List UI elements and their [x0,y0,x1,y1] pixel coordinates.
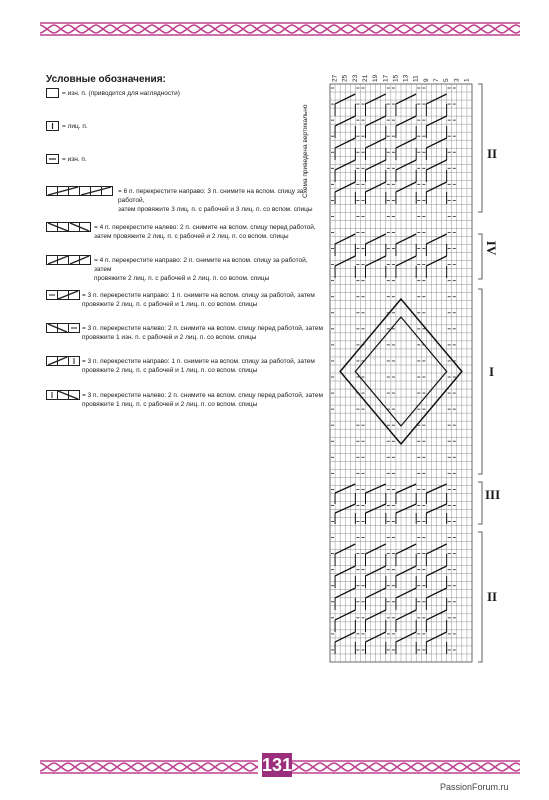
diamond-cable [340,299,462,444]
chart-orientation-note [302,80,316,210]
legend-item-cable-3-right [46,290,326,312]
column-number: 15 [392,74,400,82]
cable-mark [426,116,446,126]
cable-mark [396,566,416,576]
cable-mark [426,138,446,148]
cable-mark [426,504,446,513]
decorative-border-bottom-right [292,760,520,774]
cable-mark [396,484,416,493]
column-number: 13 [402,74,410,82]
cable-mark [366,234,386,244]
cable-mark [396,588,416,598]
legend-text: = 4 п. перекрестите налево: 2 п. снимите на вспом. спицу перед работой, затем провяжите 2 лиц. п. с рабочей и 2 лиц. п. со вспом. спицы [94,224,316,240]
decorative-border-bottom-left [40,760,258,774]
section-bracket [478,289,482,474]
cable-mark [366,116,386,126]
column-number: 5 [443,78,451,82]
cable-mark [335,256,355,266]
section-label: III [485,487,501,502]
legend-text: = 4 п. перекрестите направо: 2 п. снимите на вспом. спицу за работой, затем провяжите 2 лиц. п. с рабочей и 2 лиц. п. со вспом. спицы [94,257,308,282]
cable-mark [396,138,416,148]
cable-3-right-knit-icon [46,356,82,367]
watermark: PassionForum.ru [440,782,509,792]
cable-mark [335,116,355,126]
cable-mark [396,160,416,170]
chart-frame [330,84,472,662]
column-number: 11 [412,75,420,82]
knit-stitch-icon [46,121,60,132]
section-label: IV [484,240,500,256]
legend-item-cable-3-left-knit [46,390,326,412]
cable-mark [335,234,355,244]
legend-item-cable-3-left [46,323,326,345]
cable-mark [396,256,416,266]
cable-mark [426,588,446,598]
legend-text: = 3 п. перекрестите налево: 2 п. снимите на вспом. спицу перед работой, затем провяжите 1 лиц. п. с рабочей и 2 лиц. п. со вспом. спицы [82,392,323,408]
section-label: II [487,146,498,161]
cable-mark [426,234,446,244]
cable-mark [366,138,386,148]
purl-stitch-icon [46,154,60,165]
column-number: 27 [331,74,339,82]
cable-mark [366,588,386,598]
cable-mark [426,632,446,642]
cable-mark [335,182,355,192]
section-label: I [489,364,495,379]
cable-mark [396,610,416,620]
cable-mark [366,566,386,576]
column-number: 7 [432,78,440,82]
cable-mark [426,566,446,576]
cable-6-right-icon [46,186,116,197]
section-bracket [478,84,482,212]
cable-mark [335,544,355,554]
cable-mark [396,182,416,192]
column-number: 17 [382,74,390,82]
cable-mark [426,610,446,620]
cable-mark [396,94,416,104]
empty-cell-icon [46,88,60,99]
column-numbers [332,74,471,82]
cable-3-left-icon [46,323,82,334]
legend-title: Условные обозначения: [46,74,166,85]
column-number: 25 [341,74,349,82]
column-number: 9 [422,78,430,82]
cable-mark [426,94,446,104]
legend-text: = 3 п. перекрестите налево: 2 п. снимите на вспом. спицу перед работой, затем провяжите 1 изн. п. с рабочей и 2 лиц. п. со вспом. спицы [82,325,323,341]
cable-mark [396,504,416,513]
cable-mark [366,544,386,554]
cable-mark [426,182,446,192]
cable-mark [396,116,416,126]
cable-mark [335,566,355,576]
legend-text: = изн. п. (приводится для наглядности) [62,90,180,97]
legend-text: = 3 п. перекрестите направо: 1 п. снимите на вспом. спицу за работой, затем провяжите 2 лиц. п. с рабочей и 1 лиц. п. со вспом. спицы [82,292,315,308]
cable-mark [366,610,386,620]
cable-mark [366,256,386,266]
cable-3-right-icon [46,290,82,301]
section-bracket [478,482,482,524]
legend-item-cable-3-right-knit [46,356,326,378]
column-number: 1 [463,78,471,82]
cable-mark [426,484,446,493]
cable-mark [426,256,446,266]
chart-grid [330,84,472,662]
legend-item-cable-6-right [46,186,326,213]
cable-mark [335,160,355,170]
column-number: 19 [372,74,380,82]
cable-mark [366,632,386,642]
diamond-cable-inner [355,317,446,426]
cable-mark [396,632,416,642]
decorative-border-top [40,22,520,36]
cable-mark [366,182,386,192]
cable-mark [366,94,386,104]
cable-mark [426,160,446,170]
cable-mark [366,484,386,493]
cable-3-left-knit-icon [46,390,82,401]
cable-4-right-icon [46,255,94,266]
section-bracket [478,234,482,279]
legend-item-cable-4-left [46,222,326,244]
legend-text: = 6 п. перекрестите направо: 3 п. снимите на вспом. спицу за работой, затем провяжите 3 лиц. п. с рабочей и 3 лиц. п. со вспом. спицы [118,188,313,213]
legend-text: = 3 п. перекрестите направо: 1 п. снимите на вспом. спицу за работой, затем провяжите 2 лиц. п. с рабочей и 1 лиц. п. со вспом. спицы [82,358,315,374]
legend-item-empty [46,88,326,100]
cable-mark [426,544,446,554]
legend-text: = изн. п. [62,156,87,163]
cable-mark [366,160,386,170]
column-number: 23 [351,74,359,82]
legend-item-knit [46,121,326,133]
cable-mark [396,544,416,554]
chart-stitch-marks [331,88,462,654]
legend-item-cable-4-right [46,255,326,282]
cable-mark [335,632,355,642]
cable-mark [335,588,355,598]
legend-text: = лиц. п. [62,123,88,130]
cable-mark [335,504,355,513]
section-label: II [487,589,498,604]
cable-mark [366,504,386,513]
cable-mark [335,94,355,104]
cable-mark [335,138,355,148]
cable-4-left-icon [46,222,94,233]
chart-orientation-note-text: Схема приведена вертикально [302,104,309,198]
page-number: 131 [262,755,293,775]
legend-item-purl [46,154,326,166]
column-number: 21 [361,74,369,82]
cable-mark [335,484,355,493]
column-number: 3 [453,78,461,82]
section-bracket [478,532,482,662]
cable-mark [335,610,355,620]
section-brackets [478,84,482,662]
cable-mark [396,234,416,244]
